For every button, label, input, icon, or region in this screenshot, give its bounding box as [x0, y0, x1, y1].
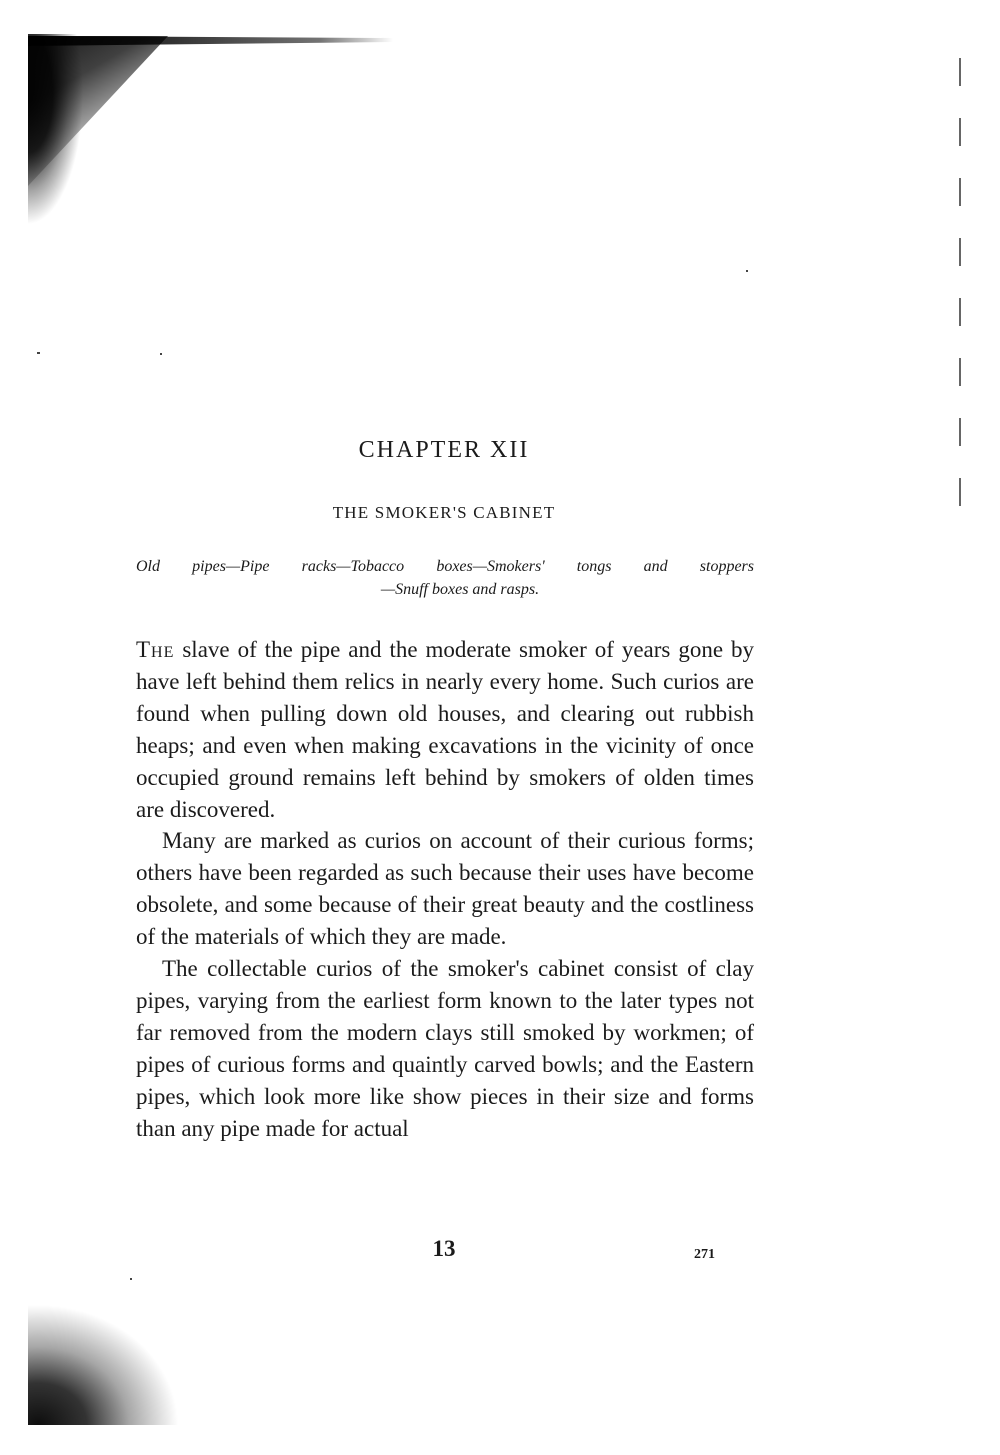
scan-speck	[160, 353, 162, 355]
page-number: 13	[432, 1236, 456, 1261]
paragraph-3: The collectable curios of the smoker's cabinet consist of clay pipes, varying from the earliest form known to the later types not far removed from the modern clays still smoked by workmen; of pipes of curious forms and quaintly carved bowls; and the Eastern pipes, which look more like show pieces in their size and forms than any pipe made for actual	[136, 956, 754, 1141]
chapter-synopsis	[136, 555, 754, 601]
scan-edge-right	[959, 58, 961, 538]
signature-mark: 271	[694, 1247, 715, 1262]
section-title: THE SMOKER'S CABINET	[332, 503, 556, 522]
scan-speck	[130, 1278, 132, 1280]
chapter-title: CHAPTER XII	[358, 437, 530, 463]
scan-shadow-bottom	[28, 1250, 178, 1425]
synopsis-line-2: —Snuff boxes and rasps.	[380, 581, 540, 598]
scan-speck	[746, 270, 748, 272]
paragraph-1-leadin: The	[136, 637, 175, 662]
paragraph-1	[136, 634, 754, 825]
scan-speck	[37, 352, 40, 354]
paragraph-1-text: slave of the pipe and the moderate smoker of years gone by have left behind them relics in nearly every home. Such curios are found when pulling down old houses, and clearing out rubbish heaps; and even when making excavations in the vicinity of once occupied ground remains left behind by smokers of olden times are discovered.	[136, 637, 754, 822]
body-text	[136, 634, 754, 1145]
synopsis-line-1: Old pipes—Pipe racks—Tobacco boxes—Smokers' tongs and stoppers	[136, 558, 754, 575]
paragraph-2: Many are marked as curios on account of their curious forms; others have been regarded as such because their uses have become obsolete, and some because of their great beauty and the costliness of the materials of which they are made.	[136, 828, 754, 950]
